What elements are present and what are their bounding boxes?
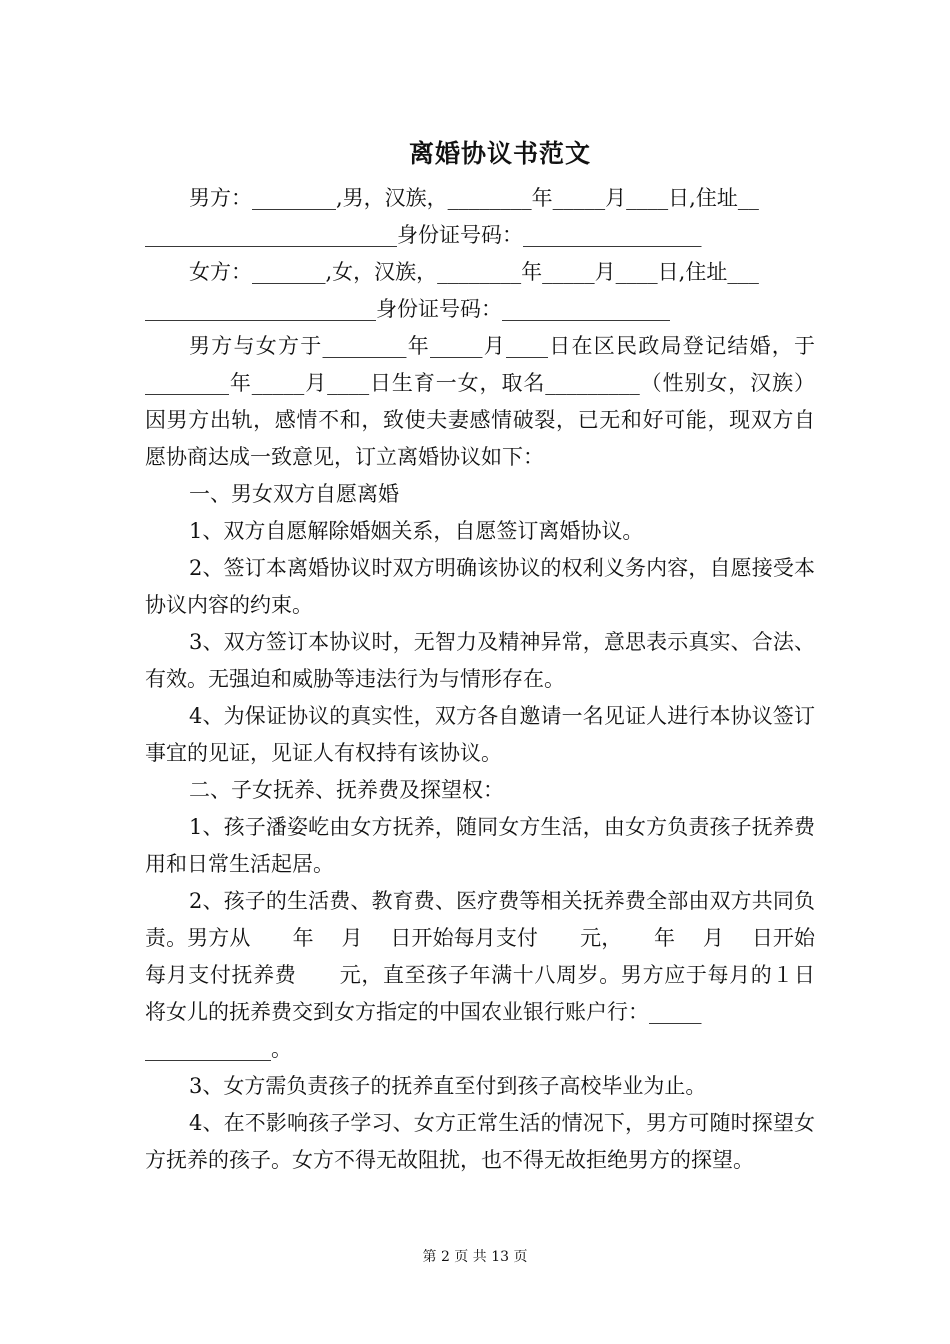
clause-1-2: 2、签订本离婚协议时双方明确该协议的权利义务内容，自愿接受本协议内容的约束。: [145, 556, 815, 617]
clause-2-2-continued: ____________。: [145, 1037, 292, 1061]
paragraph-female-id: ______________________身份证号码：________________: [145, 297, 670, 321]
document-title: 离婚协议书范文: [408, 139, 591, 168]
section-heading-1: 一、男女双方自愿离婚: [189, 482, 399, 506]
paragraph-male-party: 男方：________,男，汉族，________年_____月____日,住址__: [189, 186, 759, 210]
paragraph-male-id: ________________________身份证号码：_________________: [145, 223, 702, 247]
paragraph-female-party: 女方：_______,女，汉族，________年_____月____日,住址___: [189, 260, 759, 284]
document-body: [145, 180, 815, 1179]
clause-1-3: 3、双方签订本协议时，无智力及精神异常，意思表示真实、合法、有效。无强迫和威胁等违法行为与情形存在。: [145, 630, 815, 691]
page-number: 第 2 页 共 13 页: [422, 1249, 528, 1265]
clause-1-4: 4、为保证协议的真实性，双方各自邀请一名见证人进行本协议签订事宜的见证，见证人有权持有该协议。: [145, 704, 815, 765]
paragraph-marriage-background: 男方与女方于________年_____月____日在区民政局登记结婚，于________年_____月____日生育一女，取名_________（性别女，汉族）因男方出轨，感情不和，致使夫妻感情破裂，已无和好可能，现双方自愿协商达成一致意见，订立离婚协议如下：: [145, 334, 815, 469]
clause-2-2: 2、孩子的生活费、教育费、医疗费等相关抚养费全部由双方共同负责。男方从 年 月 日开始每月支付 元， 年 月 日开始每月支付抚养费 元，直至孩子年满十八周岁。男方应于每月的１日将女儿的抚养费交到女方指定的中国农业银行账户行：_____: [145, 889, 815, 1024]
clause-2-3: 3、女方需负责孩子的抚养直至付到孩子高校毕业为止。: [189, 1074, 707, 1098]
clause-2-4: 4、在不影响孩子学习、女方正常生活的情况下，男方可随时探望女方抚养的孩子。女方不得无故阻扰，也不得无故拒绝男方的探望。: [145, 1111, 815, 1172]
section-heading-2: 二、子女抚养、抚养费及探望权：: [189, 778, 504, 802]
clause-1-1: 1、双方自愿解除婚姻关系，自愿签订离婚协议。: [189, 519, 644, 543]
clause-2-1: 1、孩子潘姿屹由女方抚养，随同女方生活，由女方负责孩子抚养费用和日常生活起居。: [145, 815, 815, 876]
